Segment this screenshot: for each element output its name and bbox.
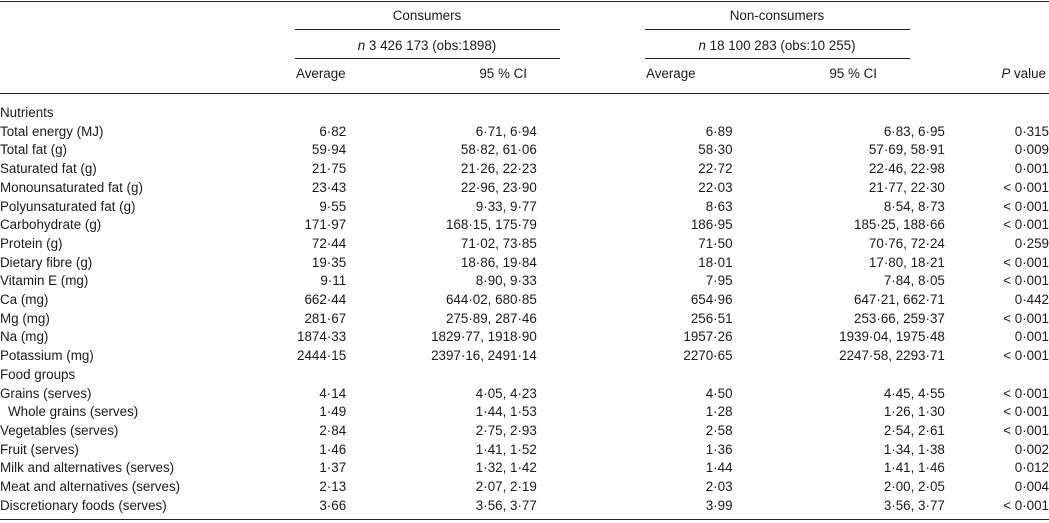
non-consumers-average-cell: 256·51	[690, 310, 733, 326]
consumers-n-rule	[295, 58, 560, 59]
non-consumers-ci-cell: 3·56, 3·77	[883, 497, 945, 513]
non-consumers-ci-cell: 2·00, 2·05	[883, 479, 945, 495]
p-value-header: P value	[1001, 66, 1046, 81]
non-consumers-average-cell: 2270·65	[683, 348, 733, 364]
table-bottom-rule	[0, 519, 1049, 520]
p-value-cell: 0·012	[1014, 460, 1049, 476]
non-consumers-ci-cell: 70·76, 72·24	[868, 235, 945, 251]
row-label: Grains (serves)	[0, 385, 92, 401]
p-value-cell: 0·259	[1014, 235, 1049, 251]
consumers-average-cell: 4·14	[319, 385, 347, 401]
non-consumers-average-cell: 654·96	[690, 292, 733, 308]
row-label: Saturated fat (g)	[0, 161, 97, 177]
section-row	[0, 366, 1049, 385]
table-row	[0, 179, 1049, 198]
non-consumers-ci-cell: 21·77, 22·30	[868, 179, 945, 195]
non-consumers-ci-cell: 7·84, 8·05	[883, 273, 945, 289]
non-consumers-ci-cell: 1·26, 1·30	[883, 404, 945, 420]
consumers-average-cell: 19·35	[311, 254, 347, 270]
consumers-ci-cell: 9·33, 9·77	[475, 198, 537, 214]
table-row	[0, 198, 1049, 217]
row-label: Potassium (mg)	[0, 348, 94, 364]
non-consumers-group-rule	[645, 29, 910, 30]
row-label: Vegetables (serves)	[0, 422, 119, 438]
non-consumers-average-cell: 58·30	[698, 142, 733, 158]
consumers-ci-cell: 168·15, 175·79	[445, 217, 537, 233]
consumers-average-cell: 2444·15	[297, 348, 347, 364]
row-label: Dietary fibre (g)	[0, 254, 93, 270]
row-label: Ca (mg)	[0, 292, 49, 308]
row-label: Na (mg)	[0, 329, 49, 345]
table-row	[0, 497, 1049, 516]
row-label: Milk and alternatives (serves)	[0, 460, 175, 476]
table-top-rule	[0, 1, 1049, 2]
non-consumers-ci-cell: 1·34, 1·38	[883, 441, 945, 457]
consumers-header: Consumers	[392, 8, 462, 23]
table-row	[0, 347, 1049, 366]
non-consumers-average-cell: 18·01	[698, 254, 733, 270]
p-value-cell: < 0·001	[1003, 217, 1049, 233]
p-value-cell: 0·002	[1014, 441, 1049, 457]
consumers-ci-cell: 4·05, 4·23	[475, 385, 537, 401]
row-label: Meat and alternatives (serves)	[0, 479, 181, 495]
consumers-average-cell: 72·44	[311, 235, 347, 251]
consumers-ci-cell: 1·41, 1·52	[475, 441, 537, 457]
consumers-ci-cell: 2397·16, 2491·14	[431, 348, 537, 364]
row-label: Total energy (MJ)	[0, 123, 104, 139]
consumers-average-cell: 9·55	[319, 198, 347, 214]
consumers-ci-cell: 22·96, 23·90	[460, 179, 537, 195]
non-consumers-average-cell: 1957·26	[683, 329, 733, 345]
consumers-ci-cell: 2·07, 2·19	[475, 479, 537, 495]
p-value-cell: 0·001	[1014, 161, 1049, 177]
non-consumers-average-cell: 1·28	[705, 404, 733, 420]
p-value-cell: < 0·001	[1003, 179, 1049, 195]
p-value-cell: 0·315	[1014, 123, 1049, 139]
p-value-cell: 0·004	[1014, 479, 1049, 495]
table-row	[0, 403, 1049, 422]
p-value-cell: < 0·001	[1003, 273, 1049, 289]
non-consumers-ci-cell: 6·83, 6·95	[883, 123, 945, 139]
consumers-average-cell: 662·44	[304, 292, 347, 308]
consumers-average-cell: 171·97	[304, 217, 347, 233]
table-row	[0, 291, 1049, 310]
non-consumers-ci-cell: 647·21, 662·71	[854, 292, 945, 308]
consumers-average-cell: 2·84	[319, 422, 347, 438]
data-table	[0, 104, 1049, 515]
consumers-ci-cell: 1·44, 1·53	[475, 404, 537, 420]
non-consumers-ci-header: 95 % CI	[829, 66, 877, 81]
consumers-ci-cell: 2·75, 2·93	[475, 422, 537, 438]
p-value-cell: < 0·001	[1003, 385, 1049, 401]
non-consumers-average-cell: 1·44	[705, 460, 733, 476]
consumers-average-cell: 1·37	[319, 460, 347, 476]
non-consumers-average-cell: 8·63	[705, 198, 733, 214]
table-row	[0, 254, 1049, 273]
consumers-average-cell: 1874·33	[297, 329, 347, 345]
p-value-cell: 0·009	[1014, 142, 1049, 158]
consumers-ci-cell: 3·56, 3·77	[475, 497, 537, 513]
p-value-cell: < 0·001	[1003, 348, 1049, 364]
consumers-average-cell: 9·11	[320, 273, 347, 289]
non-consumers-ci-cell: 185·25, 188·66	[854, 217, 945, 233]
table-row	[0, 216, 1049, 235]
non-consumers-average-header: Average	[646, 66, 696, 81]
row-label: Fruit (serves)	[0, 441, 79, 457]
table-row	[0, 422, 1049, 441]
non-consumers-average-cell: 1·36	[705, 441, 733, 457]
row-label: Whole grains (serves)	[8, 404, 139, 420]
row-label: Polyunsaturated fat (g)	[0, 198, 136, 214]
p-value-cell: < 0·001	[1003, 254, 1049, 270]
non-consumers-average-cell: 186·95	[690, 217, 733, 233]
section-label: Food groups	[0, 366, 76, 382]
table-row	[0, 328, 1049, 347]
table-row	[0, 160, 1049, 179]
non-consumers-n: n 18 100 283 (obs:10 255)	[698, 38, 856, 53]
non-consumers-average-cell: 4·50	[705, 385, 733, 401]
non-consumers-ci-cell: 8·54, 8·73	[883, 198, 945, 214]
row-label: Carbohydrate (g)	[0, 217, 102, 233]
non-consumers-ci-cell: 2·54, 2·61	[883, 422, 945, 438]
p-value-cell: < 0·001	[1003, 198, 1049, 214]
non-consumers-ci-cell: 1·41, 1·46	[883, 460, 945, 476]
row-label: Vitamin E (mg)	[0, 273, 89, 289]
table-row	[0, 123, 1049, 142]
consumers-ci-cell: 1829·77, 1918·90	[431, 329, 537, 345]
consumers-average-cell: 23·43	[311, 179, 347, 195]
consumers-average-cell: 2·13	[319, 479, 347, 495]
non-consumers-average-cell: 22·03	[698, 179, 733, 195]
non-consumers-ci-cell: 4·45, 4·55	[883, 385, 945, 401]
non-consumers-n-rule	[645, 58, 910, 59]
non-consumers-ci-cell: 17·80, 18·21	[868, 254, 945, 270]
consumers-ci-cell: 644·02, 680·85	[445, 292, 537, 308]
section-filler	[267, 104, 1049, 123]
non-consumers-ci-cell: 253·66, 259·37	[854, 310, 945, 326]
row-label: Protein (g)	[0, 235, 63, 251]
non-consumers-header: Non-consumers	[729, 8, 825, 23]
p-value-cell: < 0·001	[1003, 310, 1049, 326]
non-consumers-ci-cell: 2247·58, 2293·71	[839, 348, 945, 364]
consumers-ci-cell: 275·89, 287·46	[445, 310, 537, 326]
non-consumers-average-cell: 2·03	[705, 479, 733, 495]
table-row	[0, 272, 1049, 291]
table-row	[0, 441, 1049, 460]
non-consumers-average-cell: 3·99	[705, 497, 733, 513]
row-label: Discretionary foods (serves)	[0, 497, 167, 513]
consumers-ci-cell: 6·71, 6·94	[475, 123, 537, 139]
consumers-ci-cell: 8·90, 9·33	[475, 273, 537, 289]
table-row	[0, 310, 1049, 329]
table-row	[0, 141, 1049, 160]
table-row	[0, 459, 1049, 478]
p-value-cell: < 0·001	[1003, 404, 1049, 420]
consumers-n: n 3 426 173 (obs:1898)	[357, 38, 497, 53]
non-consumers-average-cell: 71·50	[698, 235, 733, 251]
consumers-group-rule	[295, 29, 560, 30]
consumers-ci-cell: 71·02, 73·85	[460, 235, 537, 251]
section-filler	[267, 366, 1049, 385]
table-row	[0, 235, 1049, 254]
p-value-cell: < 0·001	[1003, 497, 1049, 513]
header-bottom-rule	[0, 93, 1049, 94]
consumers-average-header: Average	[296, 66, 346, 81]
consumers-ci-cell: 18·86, 19·84	[460, 254, 537, 270]
non-consumers-ci-cell: 57·69, 58·91	[868, 142, 945, 158]
p-value-cell: 0·001	[1014, 329, 1049, 345]
consumers-ci-cell: 1·32, 1·42	[475, 460, 537, 476]
section-label: Nutrients	[0, 105, 54, 120]
non-consumers-average-cell: 7·95	[705, 273, 733, 289]
consumers-average-cell: 1·46	[319, 441, 347, 457]
consumers-ci-cell: 21·26, 22·23	[460, 161, 537, 177]
consumers-average-cell: 281·67	[304, 310, 347, 326]
p-value-cell: < 0·001	[1003, 422, 1049, 438]
consumers-ci-cell: 58·82, 61·06	[460, 142, 537, 158]
row-label: Monounsaturated fat (g)	[0, 179, 143, 195]
table-row	[0, 478, 1049, 497]
consumers-average-cell: 6·82	[319, 123, 347, 139]
consumers-average-cell: 1·49	[319, 404, 347, 420]
non-consumers-average-cell: 22·72	[698, 161, 733, 177]
table-row	[0, 385, 1049, 404]
non-consumers-average-cell: 6·89	[705, 123, 733, 139]
non-consumers-ci-cell: 22·46, 22·98	[868, 161, 945, 177]
consumers-average-cell: 21·75	[311, 161, 347, 177]
p-value-cell: 0·442	[1014, 292, 1049, 308]
non-consumers-ci-cell: 1939·04, 1975·48	[839, 329, 945, 345]
consumers-average-cell: 59·94	[311, 142, 347, 158]
consumers-average-cell: 3·66	[319, 497, 347, 513]
section-row	[0, 104, 1049, 123]
row-label: Mg (mg)	[0, 310, 50, 326]
consumers-ci-header: 95 % CI	[479, 66, 527, 81]
non-consumers-average-cell: 2·58	[705, 422, 733, 438]
row-label: Total fat (g)	[0, 142, 67, 158]
